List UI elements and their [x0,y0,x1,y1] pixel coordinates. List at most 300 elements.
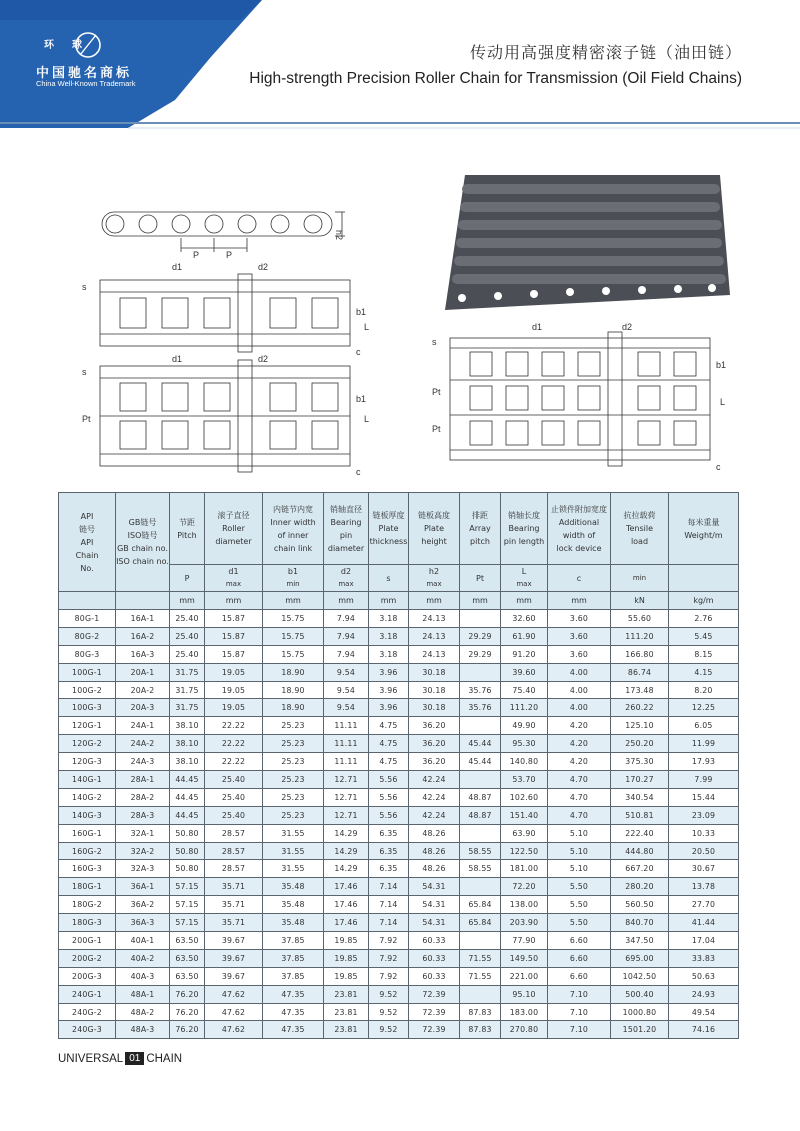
table-cell: 15.75 [263,610,324,628]
table-cell: 28.57 [205,824,263,842]
table-cell: 166.80 [611,645,669,663]
table-cell: 24.93 [669,985,739,1003]
column-symbol: P [170,565,205,592]
column-unit [59,592,116,610]
table-cell: 100G-1 [59,663,116,681]
table-cell: 270.80 [501,1021,548,1039]
column-unit: kg/m [669,592,739,610]
table-cell: 9.52 [369,1003,409,1021]
table-cell: 25.23 [263,735,324,753]
table-cell: 260.22 [611,699,669,717]
table-cell: 25.23 [263,806,324,824]
table-cell: 76.20 [170,1003,205,1021]
label-p-1: P [193,250,200,260]
label-d2-b: d2 [258,354,269,364]
table-cell: 41.44 [669,914,739,932]
table-cell: 200G-2 [59,949,116,967]
table-cell: 75.40 [501,681,548,699]
table-cell: 120G-3 [59,753,116,771]
table-row [59,735,739,753]
table-body [59,610,739,1039]
table-cell: 15.87 [205,645,263,663]
column-unit: kN [611,592,669,610]
column-header: 每米重量 Weight/m [669,493,739,565]
table-cell: 138.00 [501,896,548,914]
table-cell: 49.54 [669,1003,739,1021]
table-cell: 23.81 [324,985,369,1003]
table-cell: 50.80 [170,842,205,860]
table-cell: 7.92 [369,949,409,967]
column-unit: mm [170,592,205,610]
table-cell: 3.60 [548,610,611,628]
column-unit: mm [263,592,324,610]
table-cell: 40A-1 [116,932,170,950]
table-cell: 4.70 [548,806,611,824]
table-row [59,896,739,914]
table-cell: 9.54 [324,699,369,717]
table-row [59,663,739,681]
table-cell: 65.84 [460,914,501,932]
table-cell: 151.40 [501,806,548,824]
table-cell: 40A-2 [116,949,170,967]
table-cell: 5.45 [669,627,739,645]
table-row [59,878,739,896]
table-cell: 63.50 [170,967,205,985]
table-cell: 6.35 [369,860,409,878]
table-cell: 200G-1 [59,932,116,950]
table-cell: 17.46 [324,914,369,932]
table-cell: 76.20 [170,1021,205,1039]
table-cell: 5.56 [369,788,409,806]
table-cell: 38.10 [170,735,205,753]
table-cell: 23.09 [669,806,739,824]
label-l-b: L [364,414,370,424]
table-cell: 8.20 [669,681,739,699]
table-cell: 63.50 [170,949,205,967]
table-cell: 95.30 [501,735,548,753]
table-cell: 19.05 [205,663,263,681]
table-cell: 1000.80 [611,1003,669,1021]
table-cell: 74.16 [669,1021,739,1039]
label-d2-c: d2 [622,322,633,332]
table-cell: 181.00 [501,860,548,878]
table-cell: 22.22 [205,735,263,753]
table-cell: 280.20 [611,878,669,896]
table-cell: 31.75 [170,681,205,699]
table-cell: 47.62 [205,985,263,1003]
table-row [59,985,739,1003]
table-cell: 102.60 [501,788,548,806]
table-cell: 840.70 [611,914,669,932]
table-cell: 55.60 [611,610,669,628]
table-cell: 22.22 [205,717,263,735]
column-header: 链板高度 Plate height [409,493,460,565]
table-row [59,967,739,985]
table-cell: 15.75 [263,645,324,663]
table-cell: 4.00 [548,681,611,699]
table-cell: 140G-1 [59,771,116,789]
label-s-a: s [82,282,87,292]
table-cell: 560.50 [611,896,669,914]
table-cell: 510.81 [611,806,669,824]
table-cell: 11.99 [669,735,739,753]
table-cell: 5.50 [548,878,611,896]
table-cell: 72.39 [409,985,460,1003]
table-cell: 31.55 [263,842,324,860]
table-cell: 50.80 [170,824,205,842]
table-cell: 444.80 [611,842,669,860]
label-s-c: s [432,337,437,347]
table-cell: 10.33 [669,824,739,842]
table-cell: 100G-2 [59,681,116,699]
table-cell: 16A-3 [116,645,170,663]
brand-name-en: China Well-Known Trademark [36,79,136,88]
table-cell [460,663,501,681]
table-cell: 25.40 [170,610,205,628]
table-cell: 72.39 [409,1021,460,1039]
table-cell: 18.90 [263,699,324,717]
table-cell: 71.55 [460,949,501,967]
table-cell: 4.00 [548,663,611,681]
table-cell: 221.00 [501,967,548,985]
table-cell: 11.11 [324,735,369,753]
table-cell: 203.90 [501,914,548,932]
label-b1-c: b1 [716,360,727,370]
table-cell: 42.24 [409,771,460,789]
table-cell: 173.48 [611,681,669,699]
table-cell: 3.18 [369,645,409,663]
table-cell: 50.63 [669,967,739,985]
table-cell: 140G-3 [59,806,116,824]
column-symbol: d2 max [324,565,369,592]
table-cell: 240G-1 [59,985,116,1003]
table-cell: 39.67 [205,949,263,967]
table-row [59,806,739,824]
table-cell: 35.76 [460,699,501,717]
table-cell: 7.14 [369,896,409,914]
table-cell: 11.11 [324,717,369,735]
chain-photo [445,175,730,310]
table-cell: 18.90 [263,681,324,699]
page-header [0,0,800,130]
table-cell [460,824,501,842]
table-row [59,753,739,771]
table-cell [460,878,501,896]
chain-drawings [70,170,730,480]
table-cell [460,717,501,735]
table-cell: 4.00 [548,699,611,717]
table-cell: 7.10 [548,985,611,1003]
table-cell: 36A-1 [116,878,170,896]
label-d2-a: d2 [258,262,269,272]
table-cell: 4.75 [369,717,409,735]
table-cell: 667.20 [611,860,669,878]
table-cell: 160G-3 [59,860,116,878]
table-cell: 29.29 [460,627,501,645]
table-cell: 7.10 [548,1021,611,1039]
table-cell: 48.26 [409,860,460,878]
label-d1-b: d1 [172,354,183,364]
table-cell: 61.90 [501,627,548,645]
table-cell: 86.74 [611,663,669,681]
table-cell: 12.71 [324,788,369,806]
table-cell: 125.10 [611,717,669,735]
table-cell: 72.20 [501,878,548,896]
table-cell: 72.39 [409,1003,460,1021]
table-row [59,1021,739,1039]
page-title-en: High-strength Precision Roller Chain for Transmission (Oil Field Chains) [249,70,742,87]
table-cell: 23.81 [324,1021,369,1039]
table-cell: 500.40 [611,985,669,1003]
table-cell: 3.18 [369,627,409,645]
table-cell: 250.20 [611,735,669,753]
page-footer [58,1052,182,1065]
table-cell: 9.52 [369,1021,409,1039]
table-cell: 30.18 [409,699,460,717]
table-cell: 30.18 [409,663,460,681]
table-cell: 76.20 [170,985,205,1003]
table-cell: 37.85 [263,967,324,985]
table-cell: 160G-1 [59,824,116,842]
label-b1-b: b1 [356,394,367,404]
table-cell: 120G-1 [59,717,116,735]
table-cell: 170.27 [611,771,669,789]
table-cell: 19.85 [324,949,369,967]
table-cell: 91.20 [501,645,548,663]
column-unit: mm [324,592,369,610]
table-cell: 9.54 [324,681,369,699]
table-cell: 38.10 [170,753,205,771]
page-title-cn: 传动用高强度精密滚子链（油田链） [469,43,742,62]
table-cell: 54.31 [409,878,460,896]
table-cell: 35.71 [205,878,263,896]
label-c-b: c [356,467,361,477]
table-cell: 6.35 [369,842,409,860]
table-cell: 200G-3 [59,967,116,985]
table-cell: 3.60 [548,645,611,663]
table-cell: 48A-2 [116,1003,170,1021]
table-cell: 4.70 [548,788,611,806]
table-cell [460,610,501,628]
table-cell: 37.85 [263,932,324,950]
table-cell: 47.62 [205,1003,263,1021]
table-cell: 28A-1 [116,771,170,789]
footer-brand-right: CHAIN [146,1052,183,1065]
column-unit: mm [205,592,263,610]
table-cell: 48.26 [409,842,460,860]
column-symbol: d1 max [205,565,263,592]
table-cell: 11.11 [324,753,369,771]
table-cell: 4.20 [548,735,611,753]
table-cell: 36.20 [409,717,460,735]
column-unit [116,592,170,610]
table-cell: 5.50 [548,896,611,914]
label-l-a: L [364,322,370,332]
table-cell: 48.87 [460,788,501,806]
table-row [59,717,739,735]
table-cell: 60.33 [409,932,460,950]
table-cell: 120G-2 [59,735,116,753]
table-cell: 35.48 [263,896,324,914]
table-cell: 6.35 [369,824,409,842]
table-row [59,1003,739,1021]
table-cell: 24A-2 [116,735,170,753]
table-cell: 7.14 [369,914,409,932]
table-cell: 32.60 [501,610,548,628]
table-cell: 180G-3 [59,914,116,932]
table-cell: 6.60 [548,967,611,985]
table-cell: 17.46 [324,878,369,896]
footer-brand-left: UNIVERSAL [58,1052,124,1065]
table-cell: 25.40 [170,627,205,645]
table-cell: 12.25 [669,699,739,717]
table-cell: 7.92 [369,967,409,985]
table-cell: 77.90 [501,932,548,950]
column-header: 止锁件附加宽度 Additional width of lock device [548,493,611,565]
table-cell: 375.30 [611,753,669,771]
table-cell: 12.71 [324,771,369,789]
table-cell: 87.83 [460,1003,501,1021]
column-header: 抗拉载荷 Tensile load [611,493,669,565]
table-cell: 20A-1 [116,663,170,681]
table-cell: 36A-3 [116,914,170,932]
table-cell: 20A-2 [116,681,170,699]
table-cell: 45.44 [460,735,501,753]
table-cell: 17.04 [669,932,739,950]
table-cell: 7.94 [324,645,369,663]
table-cell: 3.96 [369,699,409,717]
table-cell: 222.40 [611,824,669,842]
table-cell: 4.75 [369,753,409,771]
table-cell: 25.40 [205,771,263,789]
table-cell: 4.75 [369,735,409,753]
column-unit: mm [369,592,409,610]
table-cell: 140G-2 [59,788,116,806]
table-cell: 35.48 [263,878,324,896]
table-cell: 5.10 [548,860,611,878]
table-cell: 44.45 [170,788,205,806]
table-cell: 40A-3 [116,967,170,985]
column-header: 节距 Pitch [170,493,205,565]
table-cell: 31.75 [170,699,205,717]
table-cell: 87.83 [460,1021,501,1039]
table-cell: 39.60 [501,663,548,681]
table-cell: 63.50 [170,932,205,950]
table-cell: 48A-1 [116,985,170,1003]
table-cell: 24A-3 [116,753,170,771]
label-d1-c: d1 [532,322,543,332]
table-cell [460,985,501,1003]
table-cell: 31.75 [170,663,205,681]
table-cell: 20A-3 [116,699,170,717]
table-cell: 37.85 [263,949,324,967]
table-cell: 60.33 [409,949,460,967]
table-cell: 32A-1 [116,824,170,842]
table-cell: 240G-2 [59,1003,116,1021]
column-header: 内链节内宽 Inner width of inner chain link [263,493,324,565]
table-cell: 15.87 [205,627,263,645]
table-cell: 2.76 [669,610,739,628]
column-symbol: b1 min [263,565,324,592]
table-cell: 32A-2 [116,842,170,860]
table-cell: 30.18 [409,681,460,699]
table-cell: 1501.20 [611,1021,669,1039]
table-cell [460,932,501,950]
table-cell: 29.29 [460,645,501,663]
table-cell: 42.24 [409,788,460,806]
table-cell: 17.46 [324,896,369,914]
table-cell: 35.71 [205,896,263,914]
table-cell: 39.67 [205,932,263,950]
table-cell: 28A-2 [116,788,170,806]
table-row [59,771,739,789]
table-cell: 180G-1 [59,878,116,896]
column-symbol: c [548,565,611,592]
column-unit: mm [501,592,548,610]
table-cell: 18.90 [263,663,324,681]
table-cell: 25.40 [205,806,263,824]
table-cell: 140.80 [501,753,548,771]
table-cell: 9.52 [369,985,409,1003]
table-cell: 15.75 [263,627,324,645]
table-cell: 3.60 [548,627,611,645]
table-row [59,914,739,932]
table-cell: 3.96 [369,681,409,699]
table-cell: 25.23 [263,788,324,806]
table-row [59,788,739,806]
column-header: 链板厚度 Plate thickness [369,493,409,565]
table-row [59,842,739,860]
label-pt-a: Pt [82,414,91,424]
table-cell: 57.15 [170,914,205,932]
table-cell: 19.85 [324,967,369,985]
table-cell: 149.50 [501,949,548,967]
column-header: 销轴直径 Bearing pin diameter [324,493,369,565]
page-number: 01 [125,1052,144,1065]
table-row [59,949,739,967]
table-cell: 48.87 [460,806,501,824]
table-cell: 15.87 [205,610,263,628]
table-cell: 111.20 [611,627,669,645]
table-cell: 4.20 [548,753,611,771]
table-cell: 53.70 [501,771,548,789]
table-row [59,860,739,878]
table-cell: 54.31 [409,896,460,914]
table-cell: 47.35 [263,985,324,1003]
column-symbol: Pt [460,565,501,592]
table-cell: 19.85 [324,932,369,950]
table-cell: 111.20 [501,699,548,717]
table-cell: 36A-2 [116,896,170,914]
table-cell: 31.55 [263,860,324,878]
table-cell: 35.76 [460,681,501,699]
spec-table-wrap [58,492,738,1039]
table-cell: 36.20 [409,735,460,753]
table-cell: 347.50 [611,932,669,950]
table-cell: 12.71 [324,806,369,824]
table-cell: 32A-3 [116,860,170,878]
table-cell: 80G-2 [59,627,116,645]
table-header [59,493,739,610]
column-symbol: L max [501,565,548,592]
table-cell: 49.90 [501,717,548,735]
table-cell: 14.29 [324,824,369,842]
table-cell: 1042.50 [611,967,669,985]
table-cell: 33.83 [669,949,739,967]
table-cell: 7.94 [324,610,369,628]
label-s-b: s [82,367,87,377]
table-cell: 44.45 [170,806,205,824]
